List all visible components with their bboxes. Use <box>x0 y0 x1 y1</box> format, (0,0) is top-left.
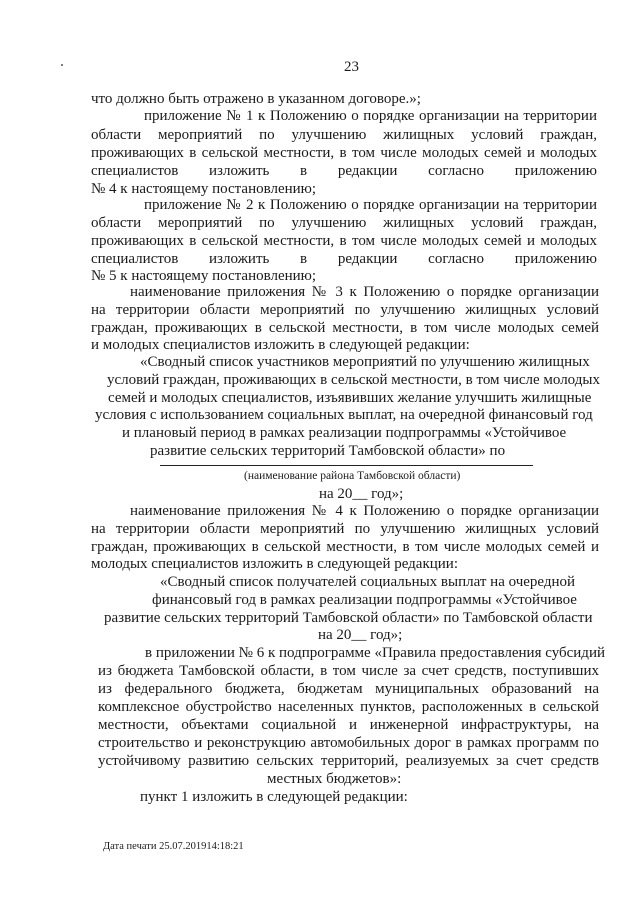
text-line: проживающих в сельской местности, в том числе молодых семей и молодых <box>91 233 597 249</box>
text-line: наименование приложения № 3 к Положению о порядке организации <box>130 284 599 300</box>
quote-line: на 20__ год»; <box>318 627 403 643</box>
text-line: и молодых специалистов изложить в следующей редакции: <box>91 337 470 353</box>
text-line: приложение № 2 к Положению о порядке организации на территории <box>144 197 597 213</box>
text-line: граждан, проживающих в сельской местности, в том числе молодых семей и <box>91 539 599 555</box>
page-number: 23 <box>344 59 359 75</box>
text-line: на территории области мероприятий по улучшению жилищных условий <box>91 521 599 537</box>
text-line: области мероприятий по улучшению жилищных условий граждан, <box>91 127 597 143</box>
print-date: Дата печати 25.07.201914:18:21 <box>103 841 244 852</box>
text-line: № 5 к настоящему постановлению; <box>91 268 317 284</box>
quote-line: финансовый год в рамках реализации подпрограммы «Устойчивое <box>152 592 577 608</box>
quote-line: условий граждан, проживающих в сельской местности, в том числе молодых <box>107 372 600 388</box>
text-line: комплексное обустройство населенных пунктов, расположенных в сельской <box>98 699 599 715</box>
text-line: местности, объектами социальной и инженерной инфраструктуры, на <box>98 717 599 733</box>
fill-in-caption: (наименование района Тамбовской области) <box>244 470 461 482</box>
text-line: наименование приложения № 4 к Положению о порядке организации <box>130 503 599 519</box>
quote-line: развитие сельских территорий Тамбовской области» по <box>150 443 506 459</box>
text-line: области мероприятий по улучшению жилищных условий граждан, <box>91 215 597 231</box>
quote-line: семей и молодых специалистов, изъявивших желание улучшить жилищные <box>108 390 592 406</box>
text-line: граждан, проживающих в сельской местности, в том числе молодых семей <box>91 320 599 336</box>
quote-line: «Сводный список участников мероприятий по улучшению жилищных <box>140 354 590 370</box>
text-line: местных бюджетов»: <box>267 771 402 787</box>
text-line: специалистов изложить в редакции согласно приложению <box>91 163 597 179</box>
fill-in-line <box>160 465 533 466</box>
quote-line: на 20__ год»; <box>319 486 404 502</box>
text-line: из федерального бюджета, бюджетам муниципальных образований на <box>98 681 599 697</box>
text-line: строительство и реконструкцию автомобильных дорог в рамках программ по <box>98 735 599 751</box>
quote-line: развитие сельских территорий Тамбовской области» по Тамбовской области <box>104 610 593 626</box>
scan-speck <box>61 64 63 66</box>
quote-line: «Сводный список получателей социальных выплат на очередной <box>160 574 576 590</box>
text-line: проживающих в сельской местности, в том числе молодых семей и молодых <box>91 145 597 161</box>
text-line: из бюджета Тамбовской области, в том числе за счет средств, поступивших <box>98 663 599 679</box>
quote-line: и плановый период в рамках реализации подпрограммы «Устойчивое <box>122 425 567 441</box>
text-line: № 4 к настоящему постановлению; <box>91 181 317 197</box>
text-line: устойчивому развитию сельских территорий, реализуемых за счет средств <box>98 753 599 769</box>
text-line: приложение № 1 к Положению о порядке организации на территории <box>144 108 597 124</box>
text-line: молодых специалистов изложить в следующей редакции: <box>91 556 459 572</box>
text-line: специалистов изложить в редакции согласно приложению <box>91 251 597 267</box>
text-line: пункт 1 изложить в следующей редакции: <box>140 789 408 805</box>
text-line: что должно быть отражено в указанном договоре.»; <box>91 91 421 107</box>
text-line: в приложении № 6 к подпрограмме «Правила предоставления субсидий <box>145 645 605 661</box>
text-line: на территории области мероприятий по улучшению жилищных условий <box>91 302 599 318</box>
quote-line: условия с использованием социальных выплат, на очередной финансовый год <box>95 407 593 423</box>
